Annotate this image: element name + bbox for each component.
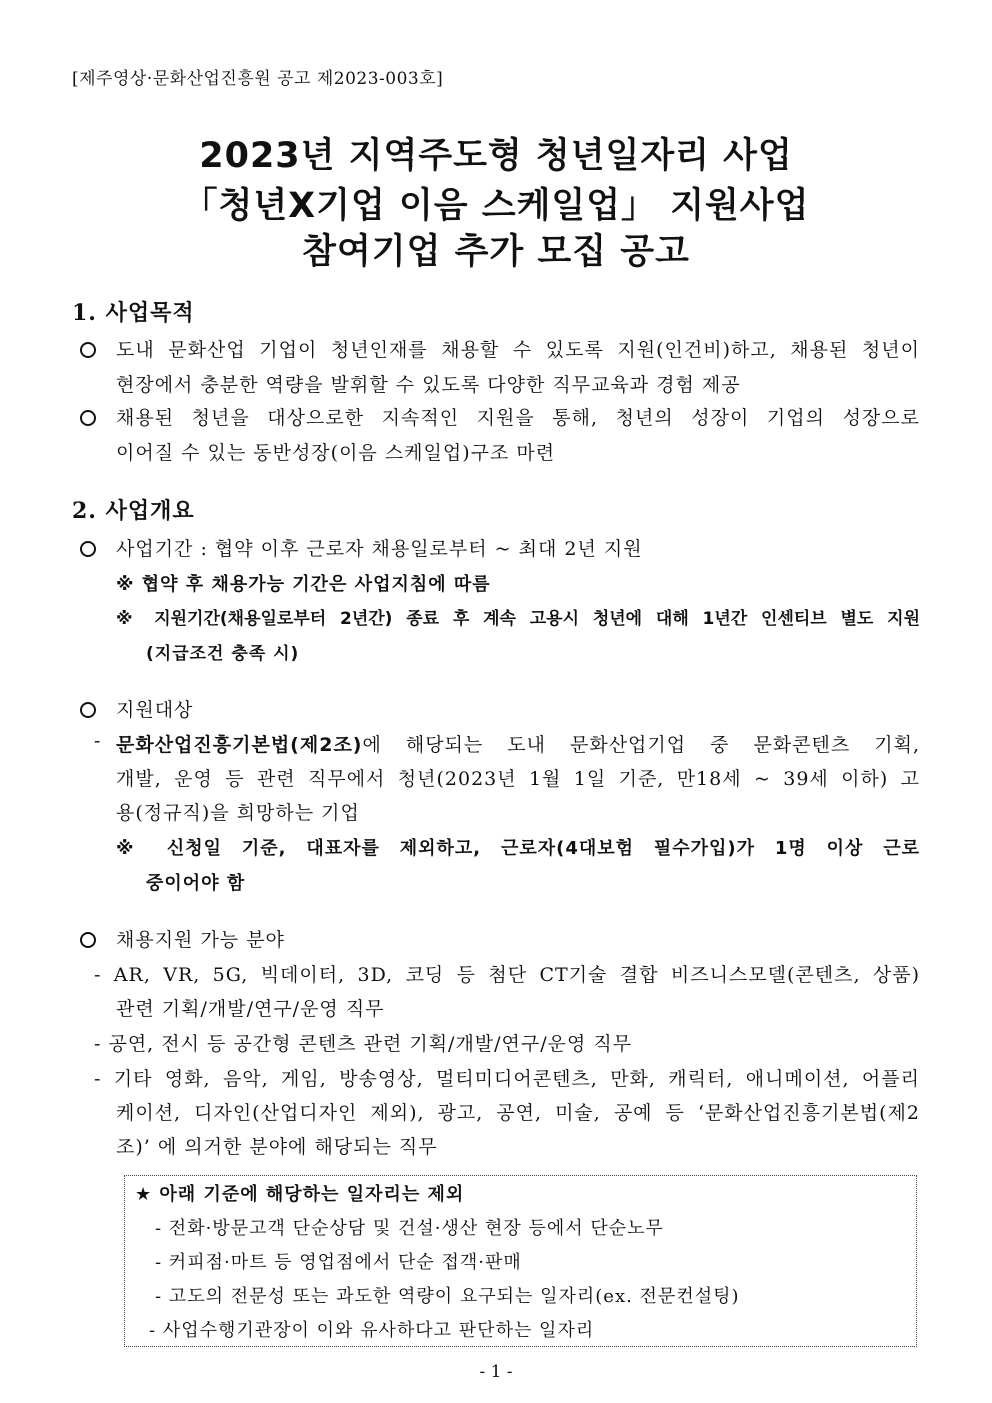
exclusion-item-2: - 커피점·마트 등 영업점에서 단순 접객·판매 — [155, 1252, 522, 1273]
period-text: 사업기간 : 협약 이후 근로자 채용일로부터 ~ 최대 2년 지원 — [116, 538, 643, 560]
law-name: 문화산업진흥기본법(제2조) — [116, 734, 363, 756]
target-line-1-rest: 에 해당되는 도내 문화산업기업 중 문화콘텐츠 기획, — [362, 734, 920, 756]
target-line-1 — [116, 730, 920, 757]
circle-bullet-icon — [80, 932, 96, 948]
exclusion-heading: ★ 아래 기준에 해당하는 일자리는 제외 — [135, 1184, 465, 1205]
exclusion-item-1: - 전화·방문고객 단순상담 및 건설·생산 현장 등에서 단순노무 — [155, 1218, 664, 1239]
circle-bullet-icon — [80, 541, 96, 557]
period-note-2-line-2: (지급조건 충족 시) — [146, 644, 300, 664]
section-2-heading: 2. 사업개요 — [72, 498, 195, 524]
field-item-1-line-1: - AR, VR, 5G, 빅데이터, 3D, 코딩 등 첨단 CT기술 결합 비즈니스모델(콘텐츠, 상품) — [94, 964, 920, 986]
exclusion-box — [124, 1175, 917, 1347]
field-item-2-line-1: - 공연, 전시 등 공간형 콘텐츠 관련 기획/개발/연구/운영 직무 — [94, 1033, 633, 1055]
purpose-item-2-line-2: 이어질 수 있는 동반성장(이음 스케일업)구조 마련 — [116, 442, 556, 464]
exclusion-item-4: - 사업수행기관장이 이와 유사하다고 판단하는 일자리 — [149, 1320, 595, 1341]
circle-bullet-icon — [80, 702, 96, 718]
field-item-1-line-2: 관련 기획/개발/연구/운영 직무 — [116, 998, 385, 1020]
circle-bullet-icon — [80, 342, 96, 358]
exclusion-item-3: - 고도의 전문성 또는 과도한 역량이 요구되는 일자리(ex. 전문컨설팅) — [155, 1286, 740, 1307]
notice-number: [제주영상·문화산업진흥원 공고 제2023-003호] — [72, 69, 444, 89]
fields-label: 채용지원 가능 분야 — [116, 929, 285, 951]
purpose-item-2-line-1: 채용된 청년을 대상으로한 지속적인 지원을 통해, 청년의 성장이 기업의 성장으로 — [116, 407, 920, 429]
target-dash: - — [94, 730, 102, 752]
period-note-1: ※ 협약 후 채용가능 기간은 사업지침에 따름 — [116, 574, 491, 595]
page-number: - 1 - — [479, 1362, 513, 1382]
period-note-2-line-1: ※ 지원기간(채용일로부터 2년간) 종료 후 계속 고용시 청년에 대해 1년간 인센티브 별도 지원 — [116, 609, 920, 629]
target-label: 지원대상 — [116, 699, 194, 721]
target-note-line-1: ※ 신청일 기준, 대표자를 제외하고, 근로자(4대보험 필수가입)가 1명 이상 근로 — [116, 838, 920, 859]
target-note-line-2: 중이어야 함 — [146, 873, 246, 894]
title-line-2: 「청년X기업 이음 스케일업」 지원사업 — [182, 186, 810, 226]
field-item-3-line-3: 조)’ 에 의거한 분야에 해당되는 직무 — [116, 1136, 438, 1158]
circle-bullet-icon — [80, 410, 96, 426]
target-line-3: 용(정규직)을 희망하는 기업 — [116, 802, 360, 824]
field-item-3-line-2: 케이션, 디자인(산업디자인 제외), 광고, 공연, 미술, 공예 등 ‘문화산업진흥기본법(제2 — [116, 1102, 920, 1124]
purpose-item-1-line-2: 현장에서 충분한 역량을 발휘할 수 있도록 다양한 직무교육과 경험 제공 — [116, 374, 741, 396]
purpose-item-1-line-1: 도내 문화산업 기업이 청년인재를 채용할 수 있도록 지원(인건비)하고, 채용된 청년이 — [116, 339, 920, 361]
target-line-2: 개발, 운영 등 관련 직무에서 청년(2023년 1월 1일 기준, 만18세 ~ 39세 이하) 고 — [116, 768, 920, 790]
section-1-heading: 1. 사업목적 — [72, 300, 195, 326]
title-line-1: 2023년 지역주도형 청년일자리 사업 — [199, 136, 793, 176]
field-item-3-line-1: - 기타 영화, 음악, 게임, 방송영상, 멀티미디어콘텐츠, 만화, 캐릭터, 애니메이션, 어플리 — [94, 1068, 920, 1090]
title-line-3: 참여기업 추가 모집 공고 — [302, 232, 690, 272]
